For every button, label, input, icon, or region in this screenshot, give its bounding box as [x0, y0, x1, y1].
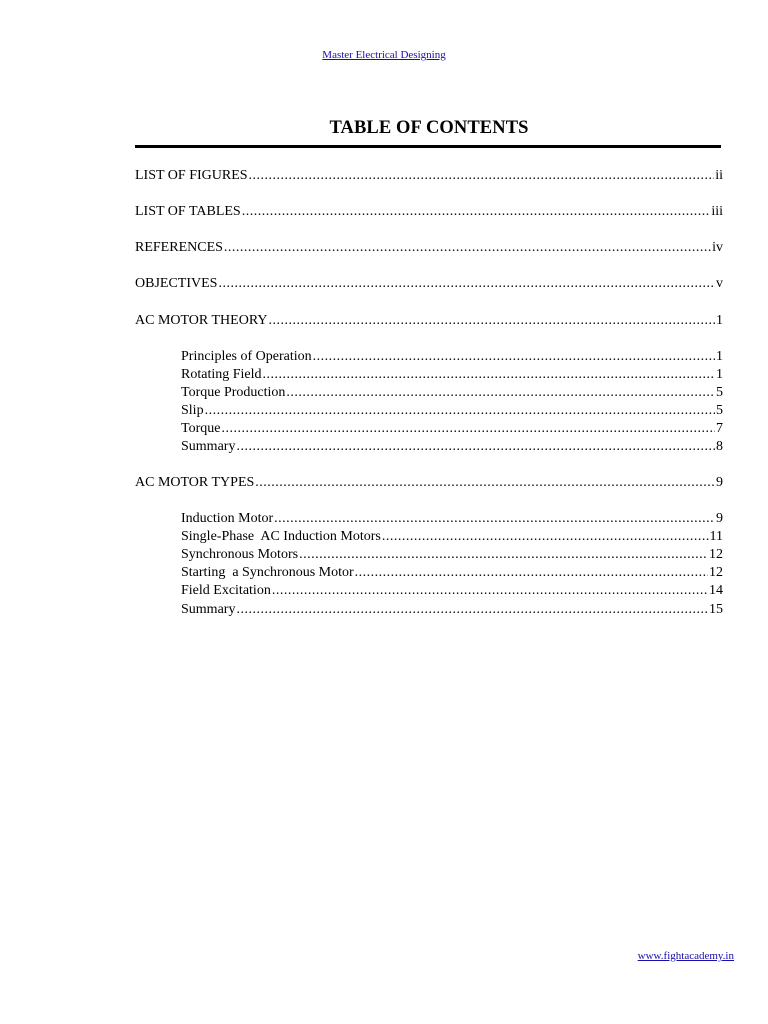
toc-leader-dots [218, 275, 715, 293]
toc-entry-label: Summary [181, 439, 236, 454]
toc-leader-dots [382, 528, 709, 546]
toc-leader-dots [205, 402, 715, 420]
toc-leader-dots [355, 564, 708, 582]
toc-entry-torque-production[interactable] [181, 384, 723, 402]
toc-page-number: 1 [716, 349, 723, 364]
toc-leader-dots [299, 546, 708, 564]
footer-website-link[interactable]: www.fightacademy.in [637, 950, 734, 962]
toc-entry-list-of-figures[interactable] [135, 167, 723, 185]
toc-entry-label: Synchronous Motors [181, 547, 299, 562]
toc-page-number: 15 [709, 602, 723, 617]
toc-page-number: 7 [716, 421, 723, 436]
toc-page-number: 5 [716, 385, 723, 400]
toc-page-number: ii [715, 168, 723, 183]
toc-page-number: 8 [716, 439, 723, 454]
toc-entry-list-of-tables[interactable] [135, 203, 723, 221]
toc-page-number: v [716, 276, 723, 291]
toc-entry-label: Principles of Operation [181, 349, 312, 364]
toc-page-number: 1 [716, 313, 723, 328]
toc-leader-dots [274, 510, 715, 528]
toc-leader-dots [313, 348, 715, 366]
toc-entry-label: Field Excitation [181, 583, 271, 598]
toc-leader-dots [236, 601, 708, 619]
toc-entry-label: Rotating Field [181, 367, 262, 382]
toc-entry-torque[interactable] [181, 420, 723, 438]
toc-entry-label: Torque [181, 421, 221, 436]
toc-entry-summary[interactable] [181, 601, 723, 619]
toc-entry-principles-of-operation[interactable] [181, 348, 723, 366]
toc-page-number: 5 [716, 403, 723, 418]
toc-entry-induction-motor[interactable] [181, 510, 723, 528]
toc-leader-dots [236, 438, 715, 456]
page-title: TABLE OF CONTENTS [329, 118, 529, 138]
toc-page-number: 9 [716, 475, 723, 490]
toc-page-number: iv [712, 240, 723, 255]
toc-entry-summary[interactable] [181, 438, 723, 456]
toc-entry-references[interactable] [135, 239, 723, 257]
toc-entry-rotating-field[interactable] [181, 366, 723, 384]
toc-entry-objectives[interactable] [135, 275, 723, 293]
toc-page-number: 1 [716, 367, 723, 382]
toc-entry-ac-motor-types[interactable] [135, 474, 723, 492]
toc-leader-dots [269, 312, 715, 330]
toc-entry-label: Induction Motor [181, 511, 274, 526]
toc-entry-slip[interactable] [181, 402, 723, 420]
footer [638, 948, 734, 963]
toc-leader-dots [249, 167, 715, 185]
toc-entry-label: LIST OF FIGURES [135, 168, 248, 183]
toc-page-number: 12 [709, 565, 723, 580]
toc-entry-label: Torque Production [181, 385, 286, 400]
toc-entry-label: AC MOTOR THEORY [135, 313, 268, 328]
toc-leader-dots [242, 203, 711, 221]
toc-entry-synchronous-motors[interactable] [181, 546, 723, 564]
toc-leader-dots [272, 582, 708, 600]
toc-leader-dots [221, 420, 715, 438]
toc-leader-dots [255, 474, 715, 492]
toc-page-number: iii [711, 204, 723, 219]
toc-leader-dots [224, 239, 711, 257]
toc-entry-label: Summary [181, 602, 236, 617]
toc-entry-starting-synchronous-motor[interactable] [181, 564, 723, 582]
toc-entry-label: Slip [181, 403, 204, 418]
toc-entry-label: AC MOTOR TYPES [135, 475, 255, 490]
toc-page-number: 12 [709, 547, 723, 562]
toc-leader-dots [286, 384, 715, 402]
toc-page-number: 14 [709, 583, 723, 598]
toc-leader-dots [263, 366, 716, 384]
toc-entry-label: Starting a Synchronous Motor [181, 565, 354, 580]
toc-page-number: 9 [716, 511, 723, 526]
toc-entry-field-excitation[interactable] [181, 582, 723, 600]
header-link[interactable]: Master Electrical Designing [322, 49, 446, 61]
toc-entry-label: OBJECTIVES [135, 276, 218, 291]
toc-entry-label: Single-Phase AC Induction Motors [181, 529, 381, 544]
toc-entry-ac-motor-theory[interactable] [135, 312, 723, 330]
toc-entry-label: LIST OF TABLES [135, 204, 241, 219]
toc-entry-label: REFERENCES [135, 240, 223, 255]
toc-entry-single-phase-induction-motors[interactable] [181, 528, 723, 546]
toc-page-number: 11 [709, 529, 723, 544]
